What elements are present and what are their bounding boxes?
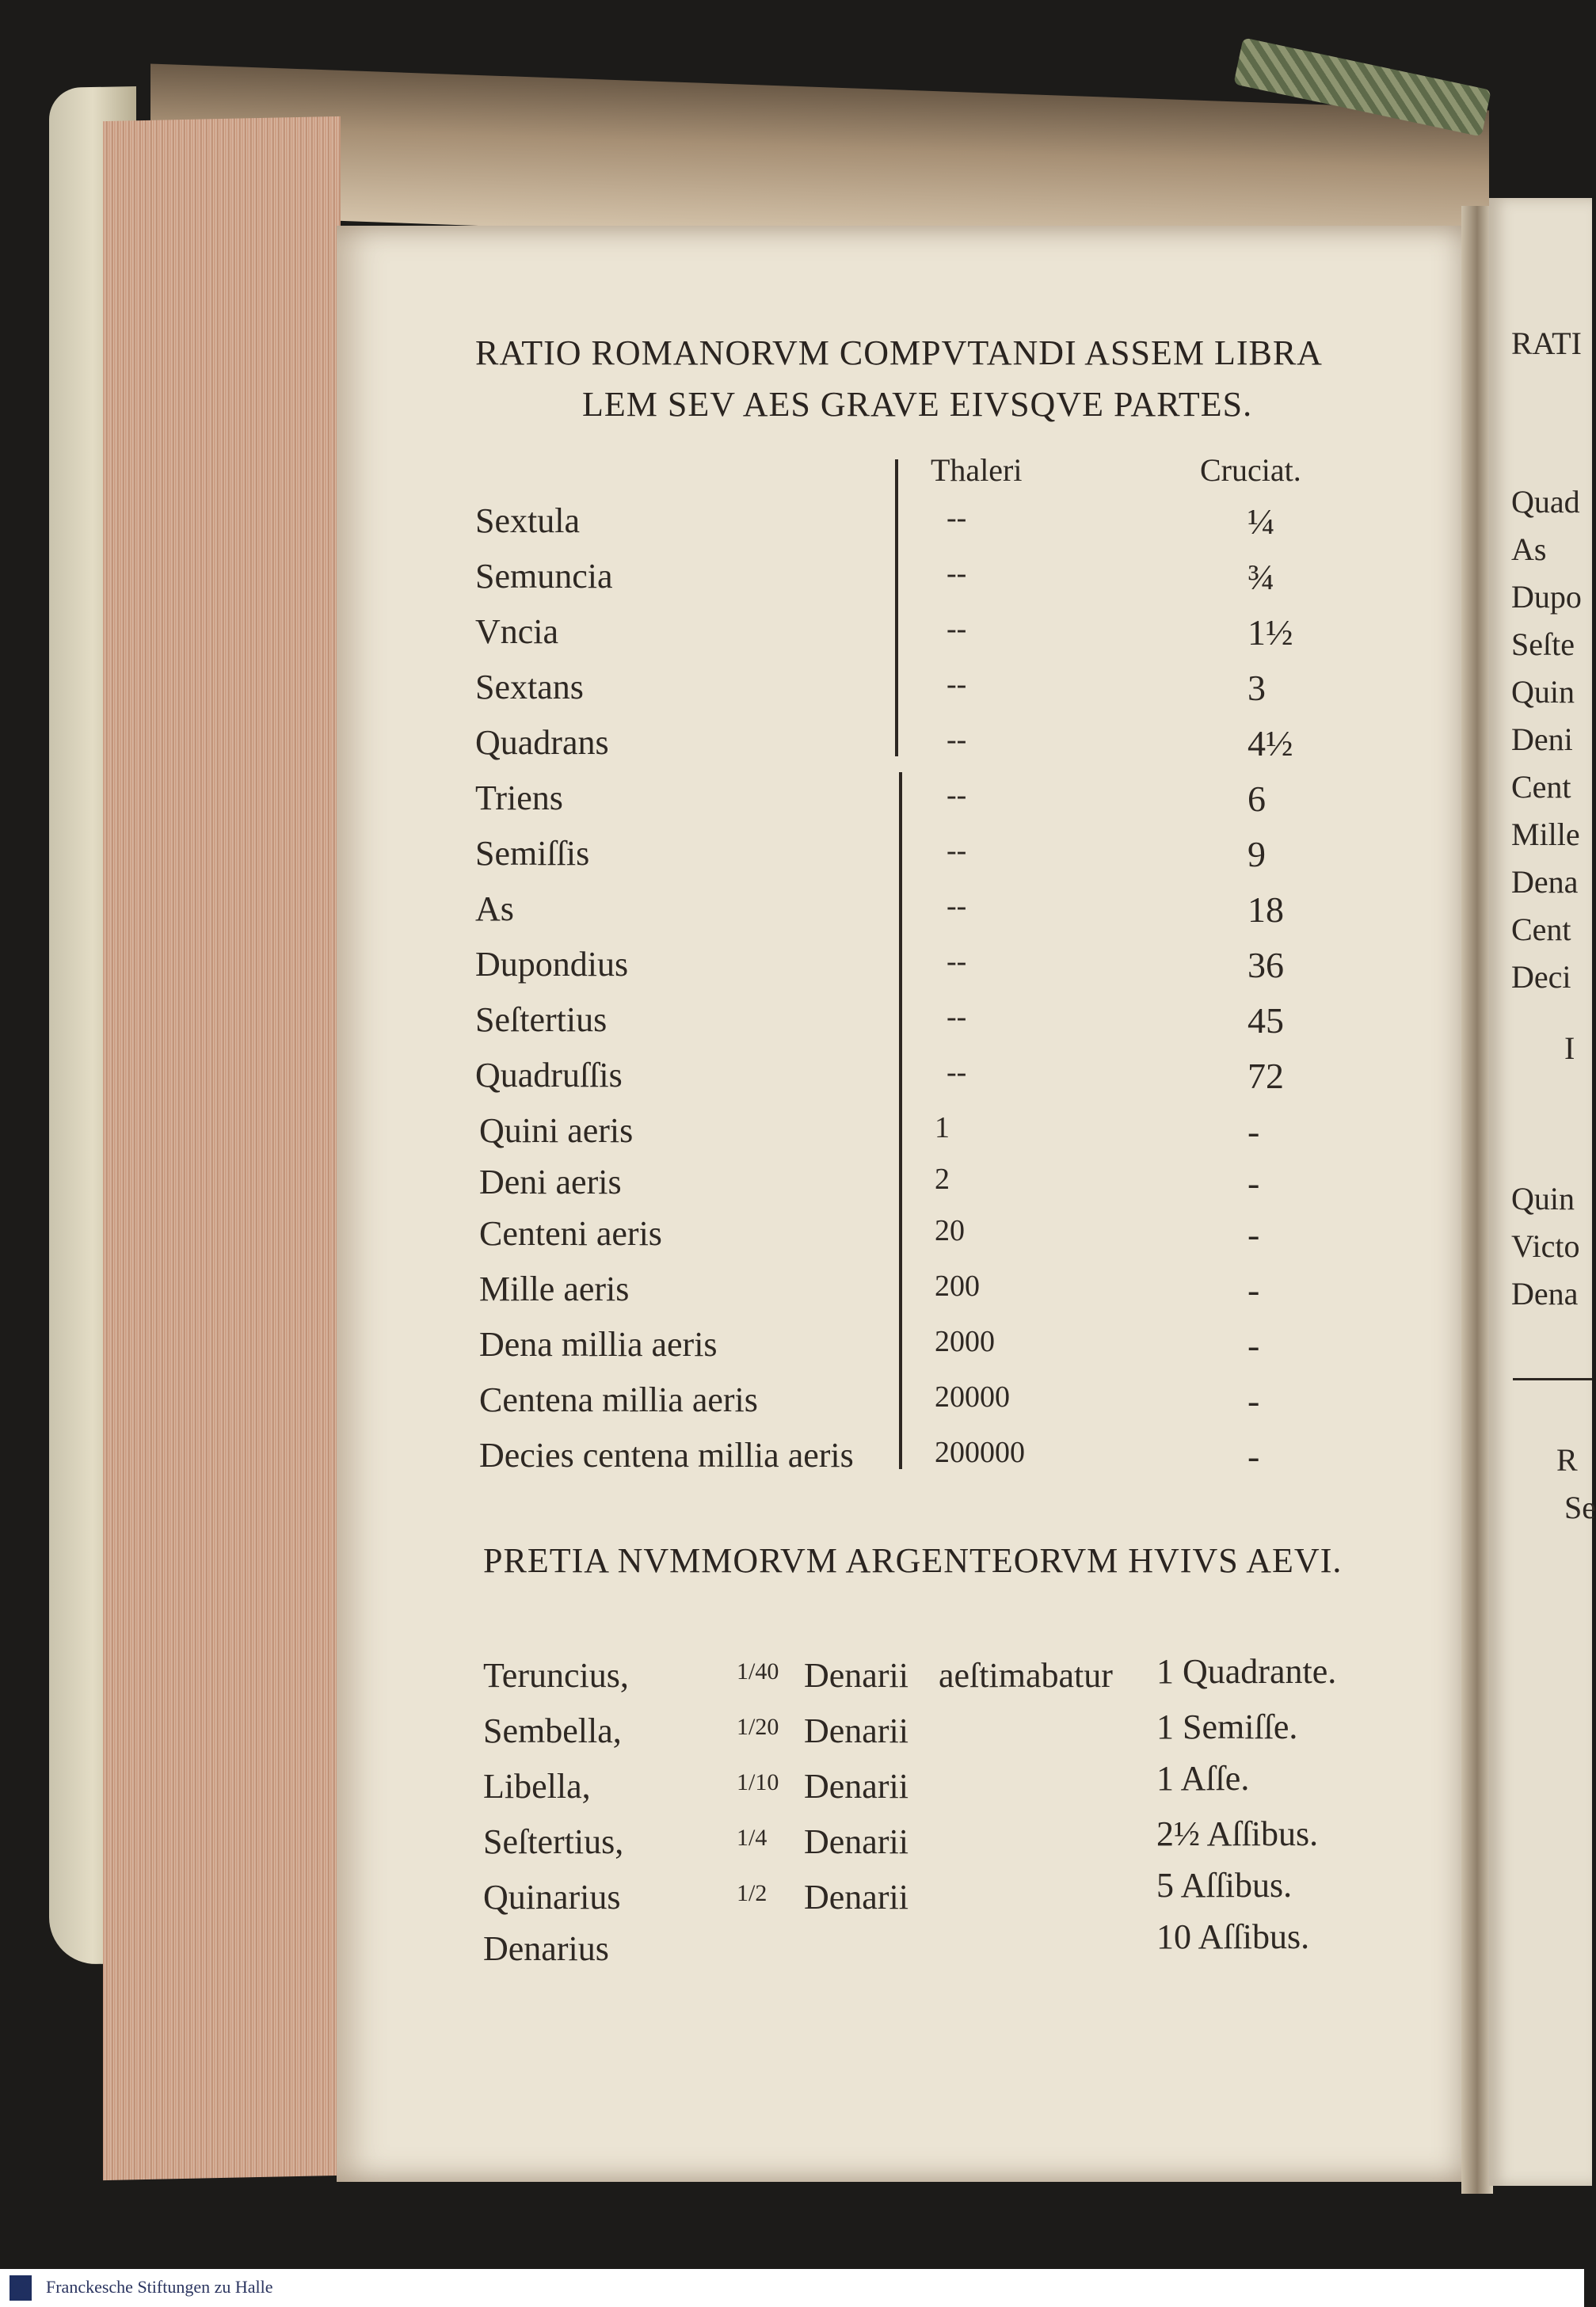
table-row-thaleri: --: [947, 834, 967, 867]
facing-fragment: Se: [1564, 1490, 1596, 1525]
coin-value: 10 Aſſibus.: [1156, 1917, 1310, 1956]
table-row-thaleri: 20: [935, 1214, 965, 1247]
facing-fragment: RATI: [1511, 325, 1582, 361]
coin-value: 1 Semiſſe.: [1156, 1707, 1298, 1746]
table-row-name: Seſtertius: [475, 1000, 608, 1039]
facing-fragment: Deci: [1511, 959, 1571, 995]
table-row-name: Deni aeris: [479, 1163, 622, 1201]
coin-fraction: 1/4: [737, 1825, 768, 1851]
facing-fragment: Mille: [1511, 817, 1580, 852]
table-row-name: Sextans: [475, 668, 584, 706]
table-row-thaleri: --: [947, 1056, 967, 1089]
table-row-thaleri: --: [947, 779, 967, 812]
table-row-name: Centena millia aeris: [479, 1380, 758, 1419]
table-row-thaleri: --: [947, 501, 967, 535]
coin-fraction: 1/2: [737, 1880, 768, 1906]
table-row-thaleri: --: [947, 668, 967, 701]
table-row-name: Quadruſſis: [475, 1056, 623, 1094]
table-row-name: Dena millia aeris: [479, 1325, 718, 1364]
table-row-name: Mille aeris: [479, 1270, 630, 1308]
coin-value: 1 Aſſe.: [1156, 1759, 1250, 1798]
table-row-thaleri: --: [947, 889, 967, 923]
facing-fragment: R: [1556, 1442, 1578, 1478]
col-header-cruciat: Cruciat.: [1200, 452, 1301, 488]
facing-rule: [1513, 1378, 1592, 1380]
table-row-thaleri: 20000: [935, 1380, 1010, 1414]
table-row-cruciat: 9: [1247, 834, 1266, 874]
table-row-name: Semuncia: [475, 557, 613, 596]
table-row-thaleri: --: [947, 557, 967, 590]
left-page: [337, 226, 1477, 2182]
coin-name: Denarius: [483, 1929, 609, 1968]
table-row-name: As: [475, 889, 514, 928]
table-row-name: Triens: [475, 779, 563, 817]
table-row-name: Sextula: [475, 501, 580, 540]
table-row-cruciat: 6: [1247, 779, 1266, 819]
table-row-cruciat: -: [1247, 1270, 1260, 1310]
coin-unit: Denarii: [804, 1878, 908, 1917]
col-header-thaleri: Thaleri: [931, 452, 1023, 488]
table-row-cruciat: 18: [1247, 889, 1284, 930]
table-row-cruciat: ¼: [1247, 501, 1275, 542]
table-row-cruciat: 45: [1247, 1000, 1284, 1041]
facing-fragment: As: [1511, 531, 1547, 567]
table-row-name: Dupondius: [475, 945, 629, 984]
facing-fragment: I: [1564, 1030, 1575, 1066]
book-gutter: [1461, 206, 1493, 2194]
institution-logo: [10, 2275, 32, 2301]
column-rule-upper: [895, 459, 898, 756]
table-row-cruciat: 4½: [1247, 723, 1293, 763]
column-rule-lower: [899, 772, 902, 1469]
coin-name: Seſtertius,: [483, 1822, 624, 1861]
facing-fragment: Quin: [1511, 674, 1575, 710]
coin-unit: Denarii: [804, 1711, 908, 1750]
coin-value: 1 Quadrante.: [1156, 1652, 1337, 1691]
table-row-name: Semiſſis: [475, 834, 590, 873]
footer-institution: Franckesche Stiftungen zu Halle: [46, 2277, 273, 2297]
coin-name: Libella,: [483, 1767, 591, 1806]
table-row-cruciat: 36: [1247, 945, 1284, 985]
table-row-cruciat: 1½: [1247, 612, 1293, 653]
footer-bar: [0, 2269, 1584, 2307]
table-row-name: Decies centena millia aeris: [479, 1436, 854, 1475]
table-row-cruciat: -: [1247, 1214, 1260, 1254]
facing-fragment: Victo: [1511, 1228, 1580, 1264]
table-row-thaleri: 1: [935, 1111, 950, 1144]
table-row-cruciat: -: [1247, 1380, 1260, 1421]
facing-fragment: Quad: [1511, 484, 1580, 520]
table-row-thaleri: 2000: [935, 1325, 995, 1358]
facing-fragment: Dupo: [1511, 579, 1582, 615]
facing-fragment: Cent: [1511, 912, 1571, 947]
coin-name: Sembella,: [483, 1711, 622, 1750]
coin-unit: Denarii: [804, 1822, 908, 1861]
table-row-cruciat: -: [1247, 1436, 1260, 1476]
table-row-cruciat: -: [1247, 1163, 1260, 1203]
table-row-cruciat: -: [1247, 1111, 1260, 1152]
table-row-thaleri: 200: [935, 1270, 980, 1303]
facing-fragment: Dena: [1511, 864, 1579, 900]
coin-name: Teruncius,: [483, 1656, 629, 1695]
table-row-thaleri: --: [947, 612, 967, 645]
table-row-name: Quadrans: [475, 723, 609, 762]
coin-fraction: 1/20: [737, 1714, 779, 1740]
heading-line-1: RATIO ROMANORVM COMPVTANDI ASSEM LIBRA: [475, 333, 1323, 372]
table-row-cruciat: 3: [1247, 668, 1266, 708]
coin-unit: Denarii: [804, 1767, 908, 1806]
table-row-name: Centeni aeris: [479, 1214, 662, 1253]
facing-fragment: Cent: [1511, 769, 1571, 805]
table-row-thaleri: --: [947, 1000, 967, 1034]
table-row-thaleri: 2: [935, 1163, 950, 1196]
facing-fragment: Dena: [1511, 1276, 1579, 1311]
coin-fraction: 1/10: [737, 1769, 779, 1795]
table-row-cruciat: -: [1247, 1325, 1260, 1365]
table-row-thaleri: 200000: [935, 1436, 1025, 1469]
coin-value: 5 Aſſibus.: [1156, 1866, 1293, 1905]
facing-page: [1489, 198, 1596, 2186]
heading-pretia: PRETIA NVMMORVM ARGENTEORVM HVIVS AEVI.: [483, 1541, 1343, 1580]
facing-fragment: Seſte: [1511, 626, 1575, 662]
heading-line-2: LEM SEV AES GRAVE EIVSQVE PARTES.: [582, 385, 1253, 424]
facing-fragment: Deni: [1511, 721, 1573, 757]
table-row-thaleri: --: [947, 945, 967, 978]
table-row-cruciat: ¾: [1247, 557, 1275, 597]
coin-fraction: 1/40: [737, 1658, 779, 1685]
table-row-name: Vncia: [475, 612, 559, 651]
page-edges: [103, 116, 341, 2180]
coin-value: 2½ Aſſibus.: [1156, 1814, 1319, 1853]
table-row-cruciat: 72: [1247, 1056, 1284, 1096]
coin-verb: aeſtimabatur: [939, 1656, 1113, 1695]
coin-name: Quinarius: [483, 1878, 621, 1917]
table-row-name: Quini aeris: [479, 1111, 634, 1150]
table-row-thaleri: --: [947, 723, 967, 756]
facing-fragment: Quin: [1511, 1181, 1575, 1216]
coin-unit: Denarii: [804, 1656, 908, 1695]
